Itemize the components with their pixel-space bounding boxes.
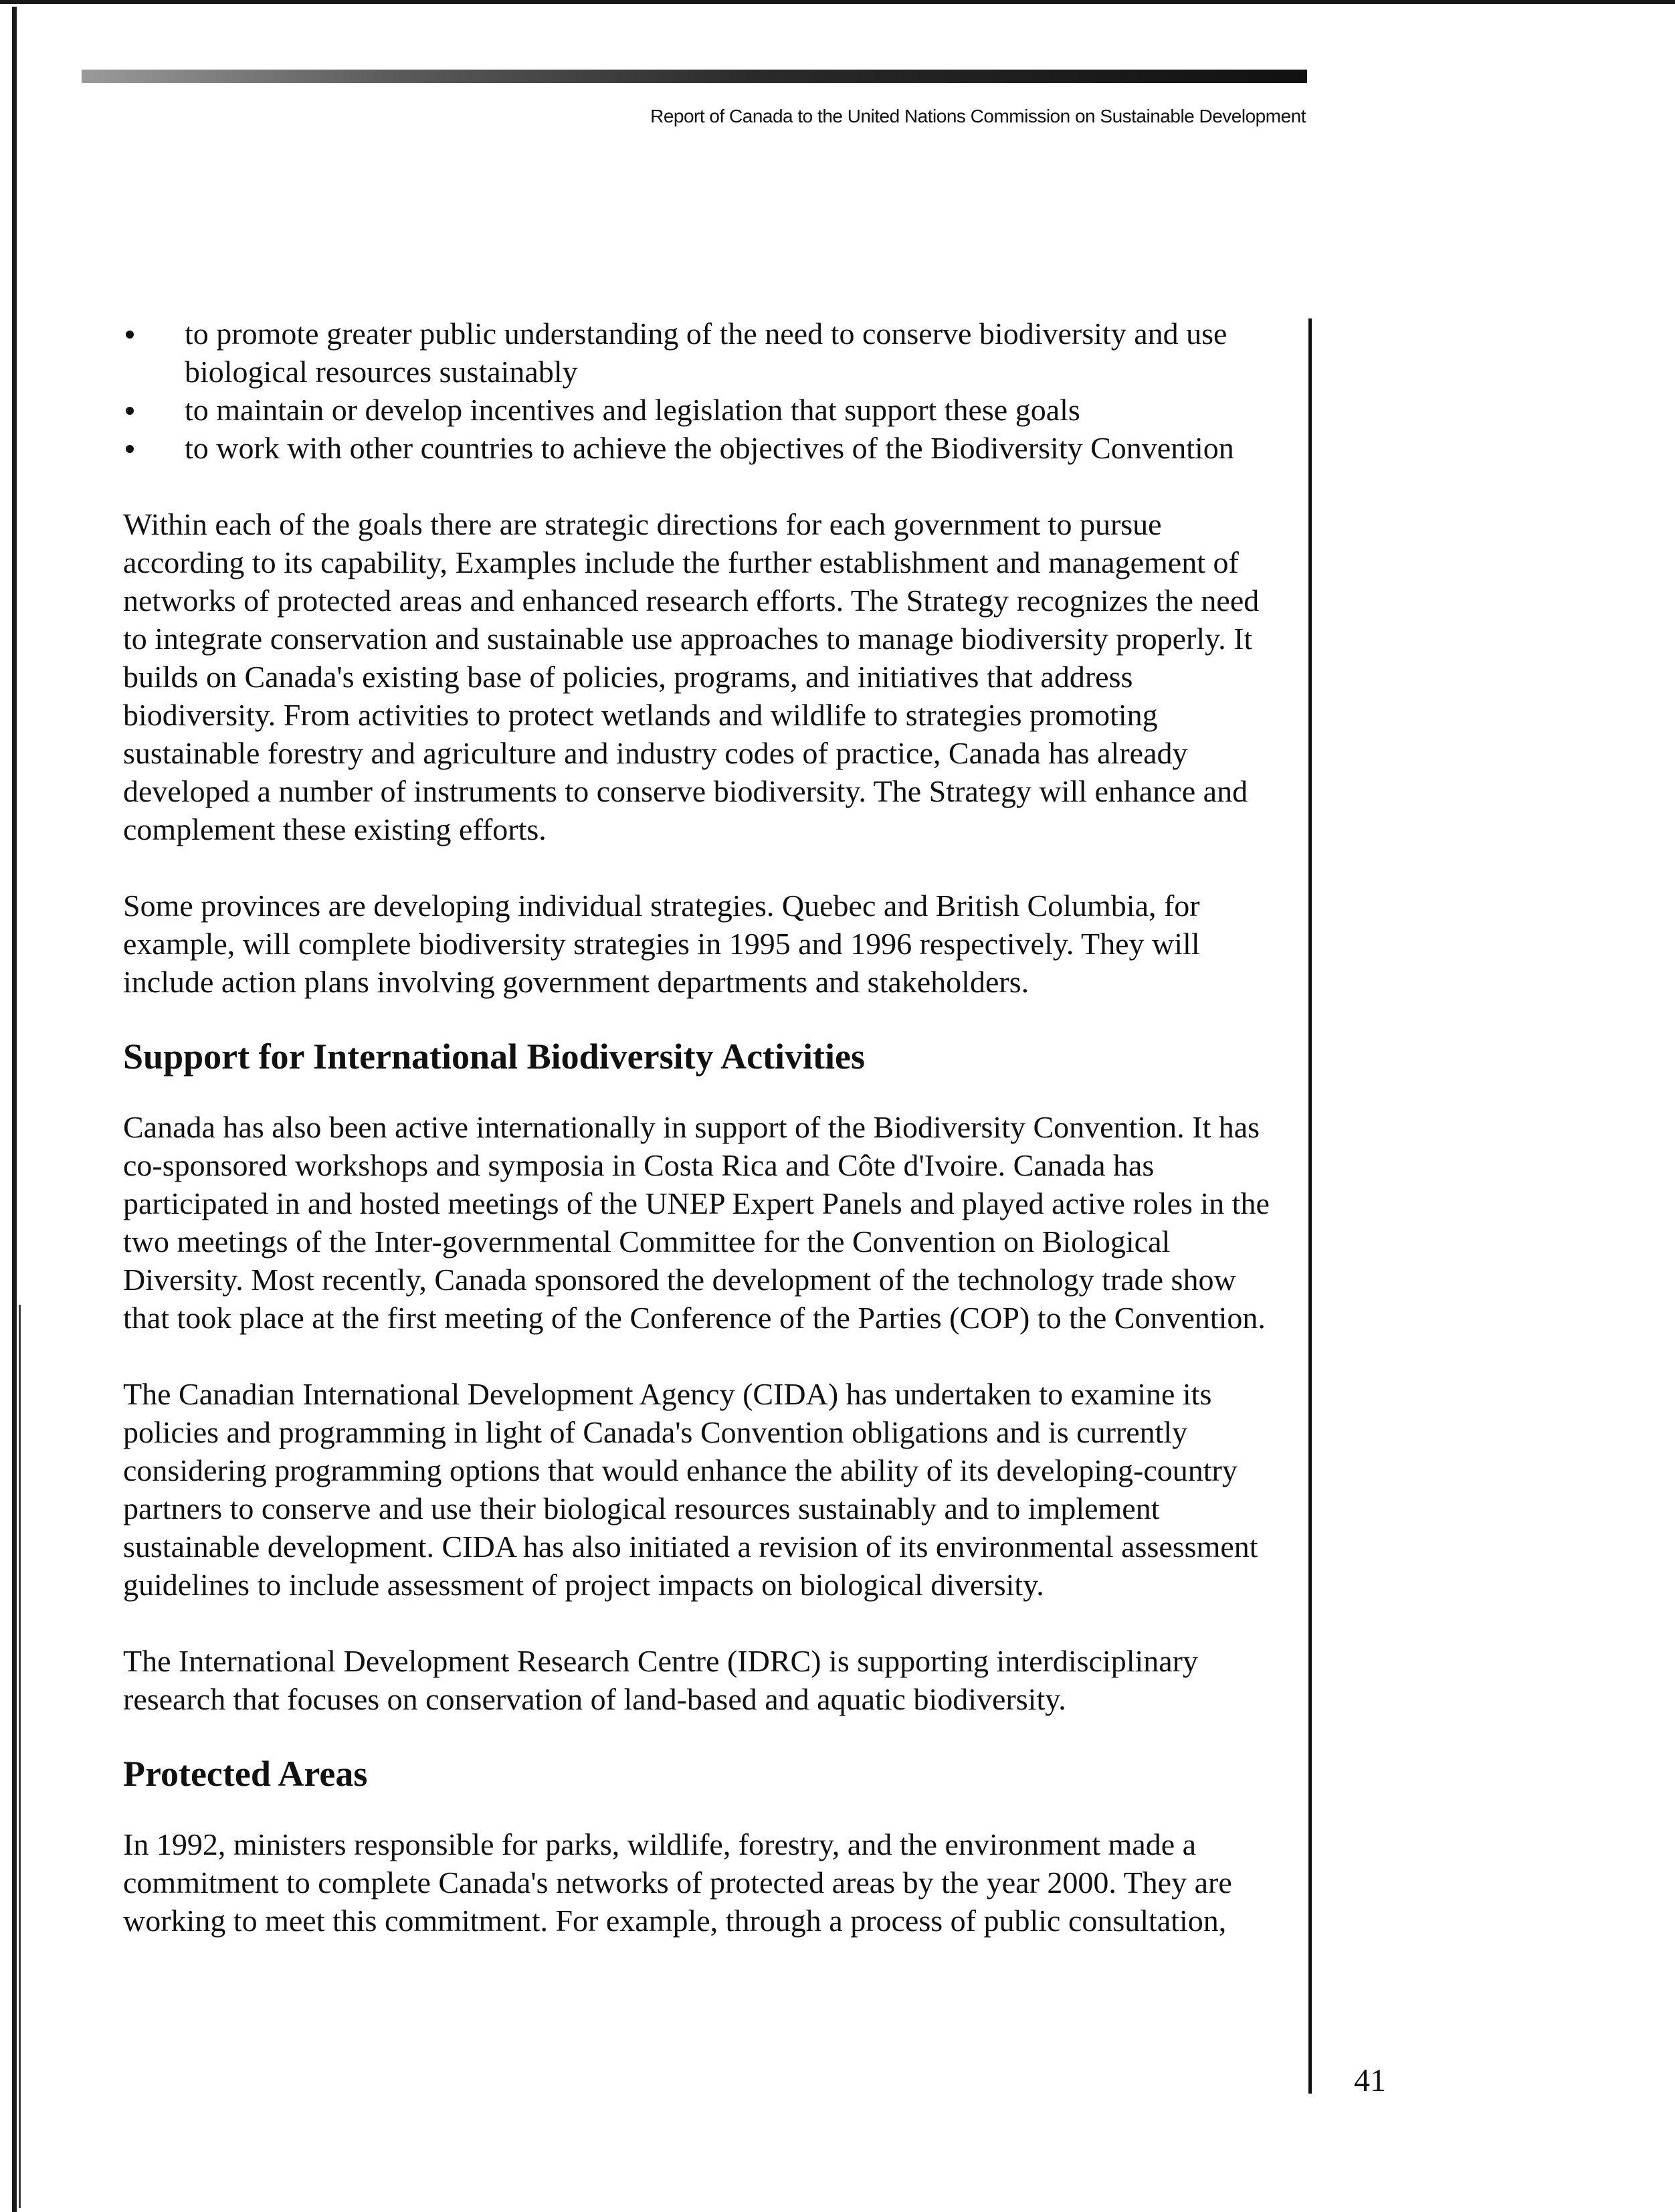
bullet-icon [126, 331, 134, 339]
margin-change-bar [1308, 318, 1312, 2094]
paragraph-cida: The Canadian International Development Agency (CIDA) has undertaken to examine its policies and programming in light of Canada's Convention obligations and is currently considering programming options that would enhance the ability of its developing-country partners to conserve and use their biological resources sustainably and to implement sustainable development. CIDA has also initiated a revision of its environmental assessment guidelines to include assessment of project impacts on biological diversity. [123, 1377, 1258, 1602]
page-body [123, 314, 1287, 1940]
running-header: Report of Canada to the United Nations Commission on Sustainable Development [650, 106, 1306, 126]
paragraph-strategic-directions: Within each of the goals there are strategic directions for each government to pursue according to its capability, Examples include the further establishment and management of networks of protected areas and enhanced research efforts. The Strategy recognizes the need to integrate conservation and sustainable use approaches to manage biodiversity properly. It builds on Canada's existing base of policies, programs, and initiatives that address biodiversity. From activities to protect wetlands and wildlife to strategies promoting sustainable forestry and agriculture and industry codes of practice, Canada has already developed a number of instruments to conserve biodiversity. The Strategy will enhance and complement these existing efforts. [123, 507, 1260, 846]
paragraph-provinces: Some provinces are developing individual strategies. Quebec and British Columbia, for example, will complete biodiversity strategies in 1995 and 1996 respectively. They will include action plans involving government departments and stakeholders. [123, 889, 1200, 999]
bullet-icon [126, 407, 134, 415]
page-number: 41 [1354, 2063, 1386, 2098]
paragraph-international-activity: Canada has also been active internationally in support of the Biodiversity Convention. It has co-sponsored workshops and symposia in Costa Rica and Côte d'Ivoire. Canada has participated in and hosted meetings of the UNEP Expert Panels and played active roles in the two meetings of the Inter-governmental Committee for the Convention on Biological Diversity. Most recently, Canada sponsored the development of the technology trade show that took place at the first meeting of the Conference of the Parties (COP) to the Convention. [123, 1110, 1270, 1335]
scan-binding-edge [12, 7, 17, 2212]
bullet-icon [126, 445, 134, 453]
list-item-text: to work with other countries to achieve the objectives of the Biodiversity Convention [185, 431, 1234, 465]
list-item-text: to promote greater public understanding of the need to conserve biodiversity and use biological resources sustainably [185, 316, 1227, 389]
list-item-text: to maintain or develop incentives and legislation that support these goals [185, 393, 1080, 427]
heading-protected-areas: Protected Areas [123, 1754, 368, 1794]
scan-top-edge [0, 0, 1675, 4]
goals-bullet-list [123, 314, 1287, 467]
paragraph-protected-areas: In 1992, ministers responsible for parks, wildlife, forestry, and the environment made a commitment to complete Canada's networks of protected areas by the year 2000. They are working to meet this commitment. For example, through a process of public consultation, [123, 1827, 1232, 1938]
list-item [123, 391, 1287, 429]
list-item [123, 314, 1287, 391]
list-item [123, 429, 1287, 467]
scan-binding-edge-secondary [19, 1305, 21, 2208]
header-rule-bar [82, 70, 1307, 83]
paragraph-idrc: The International Development Research Centre (IDRC) is supporting interdisciplinary research that focuses on conservation of land-based and aquatic biodiversity. [123, 1644, 1198, 1716]
heading-international-support: Support for International Biodiversity Activities [123, 1036, 866, 1077]
